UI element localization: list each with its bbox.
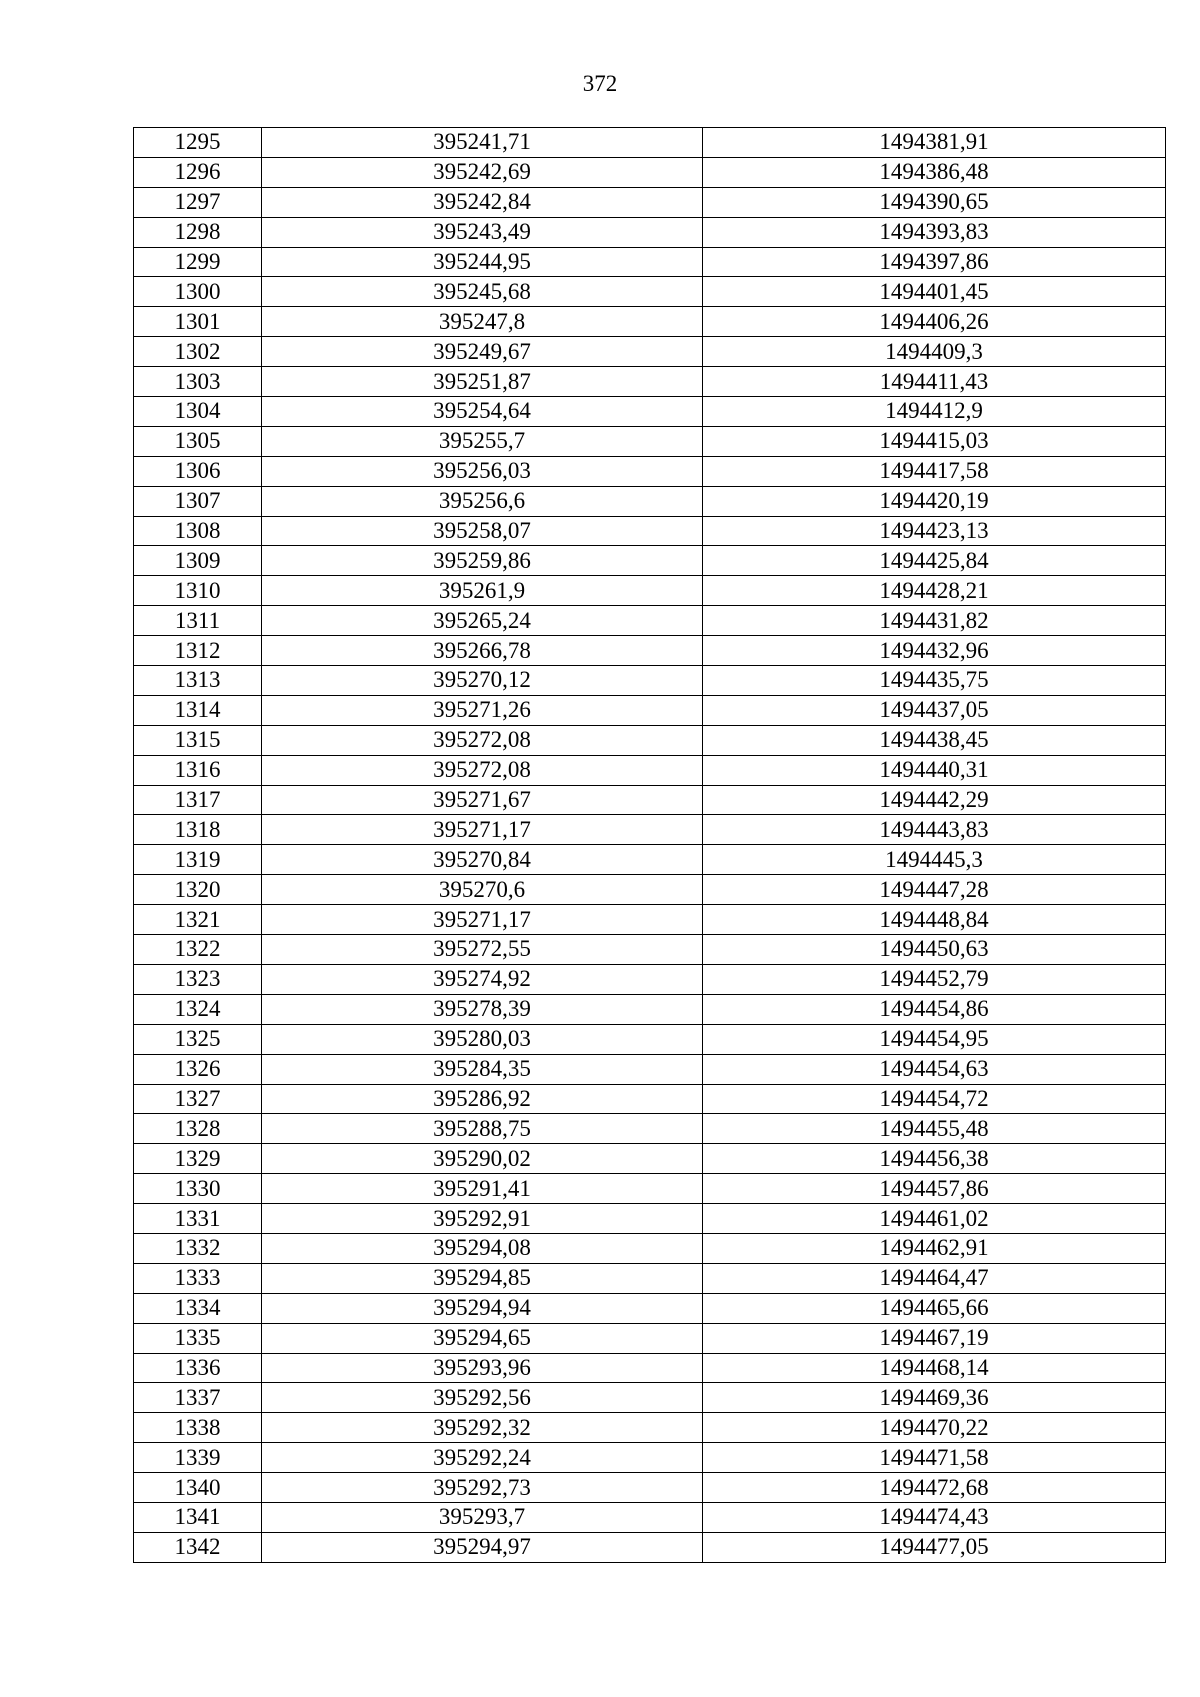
x-coordinate-cell: 395291,41 — [262, 1174, 703, 1204]
point-number-cell: 1298 — [134, 217, 262, 247]
y-coordinate-cell: 1494417,58 — [703, 456, 1166, 486]
y-coordinate-cell: 1494471,58 — [703, 1443, 1166, 1473]
y-coordinate-cell: 1494447,28 — [703, 875, 1166, 905]
y-coordinate-cell: 1494428,21 — [703, 576, 1166, 606]
x-coordinate-cell: 395294,97 — [262, 1532, 703, 1562]
table-row — [134, 606, 1166, 636]
y-coordinate-cell: 1494472,68 — [703, 1473, 1166, 1503]
y-coordinate-cell: 1494440,31 — [703, 755, 1166, 785]
point-number-cell: 1300 — [134, 277, 262, 307]
table-row — [134, 875, 1166, 905]
point-number-cell: 1326 — [134, 1054, 262, 1084]
y-coordinate-cell: 1494435,75 — [703, 666, 1166, 696]
x-coordinate-cell: 395249,67 — [262, 337, 703, 367]
page-number: 372 — [582, 71, 618, 96]
table-row — [134, 1204, 1166, 1234]
point-number-cell: 1336 — [134, 1353, 262, 1383]
point-number-cell: 1295 — [134, 128, 262, 158]
table-row — [134, 1323, 1166, 1353]
table-row — [134, 1084, 1166, 1114]
table-row — [134, 247, 1166, 277]
table-row — [134, 1413, 1166, 1443]
y-coordinate-cell: 1494468,14 — [703, 1353, 1166, 1383]
x-coordinate-cell: 395271,67 — [262, 785, 703, 815]
x-coordinate-cell: 395242,69 — [262, 157, 703, 187]
x-coordinate-cell: 395261,9 — [262, 576, 703, 606]
table-row — [134, 666, 1166, 696]
y-coordinate-cell: 1494461,02 — [703, 1204, 1166, 1234]
x-coordinate-cell: 395271,26 — [262, 695, 703, 725]
table-row — [134, 486, 1166, 516]
y-coordinate-cell: 1494420,19 — [703, 486, 1166, 516]
x-coordinate-cell: 395293,7 — [262, 1502, 703, 1532]
table-row — [134, 367, 1166, 397]
x-coordinate-cell: 395259,86 — [262, 546, 703, 576]
y-coordinate-cell: 1494474,43 — [703, 1502, 1166, 1532]
point-number-cell: 1310 — [134, 576, 262, 606]
table-row — [134, 1293, 1166, 1323]
point-number-cell: 1329 — [134, 1144, 262, 1174]
point-number-cell: 1321 — [134, 905, 262, 935]
y-coordinate-cell: 1494431,82 — [703, 606, 1166, 636]
point-number-cell: 1330 — [134, 1174, 262, 1204]
table-row — [134, 1114, 1166, 1144]
point-number-cell: 1325 — [134, 1024, 262, 1054]
point-number-cell: 1312 — [134, 636, 262, 666]
table-row — [134, 426, 1166, 456]
y-coordinate-cell: 1494454,86 — [703, 994, 1166, 1024]
table-row — [134, 1174, 1166, 1204]
x-coordinate-cell: 395254,64 — [262, 397, 703, 427]
y-coordinate-cell: 1494381,91 — [703, 128, 1166, 158]
table-row — [134, 1502, 1166, 1532]
y-coordinate-cell: 1494450,63 — [703, 935, 1166, 965]
y-coordinate-cell: 1494386,48 — [703, 157, 1166, 187]
coordinates-table-body — [134, 128, 1166, 1563]
x-coordinate-cell: 395266,78 — [262, 636, 703, 666]
point-number-cell: 1327 — [134, 1084, 262, 1114]
x-coordinate-cell: 395292,32 — [262, 1413, 703, 1443]
y-coordinate-cell: 1494409,3 — [703, 337, 1166, 367]
y-coordinate-cell: 1494443,83 — [703, 815, 1166, 845]
y-coordinate-cell: 1494442,29 — [703, 785, 1166, 815]
point-number-cell: 1338 — [134, 1413, 262, 1443]
y-coordinate-cell: 1494456,38 — [703, 1144, 1166, 1174]
y-coordinate-cell: 1494452,79 — [703, 964, 1166, 994]
x-coordinate-cell: 395270,6 — [262, 875, 703, 905]
point-number-cell: 1306 — [134, 456, 262, 486]
point-number-cell: 1314 — [134, 695, 262, 725]
x-coordinate-cell: 395247,8 — [262, 307, 703, 337]
point-number-cell: 1297 — [134, 187, 262, 217]
y-coordinate-cell: 1494411,43 — [703, 367, 1166, 397]
point-number-cell: 1304 — [134, 397, 262, 427]
x-coordinate-cell: 395256,03 — [262, 456, 703, 486]
coordinates-table — [133, 127, 1166, 1563]
point-number-cell: 1299 — [134, 247, 262, 277]
point-number-cell: 1339 — [134, 1443, 262, 1473]
point-number-cell: 1309 — [134, 546, 262, 576]
point-number-cell: 1305 — [134, 426, 262, 456]
x-coordinate-cell: 395274,92 — [262, 964, 703, 994]
x-coordinate-cell: 395272,55 — [262, 935, 703, 965]
y-coordinate-cell: 1494465,66 — [703, 1293, 1166, 1323]
x-coordinate-cell: 395270,12 — [262, 666, 703, 696]
point-number-cell: 1301 — [134, 307, 262, 337]
x-coordinate-cell: 395272,08 — [262, 755, 703, 785]
x-coordinate-cell: 395270,84 — [262, 845, 703, 875]
x-coordinate-cell: 395292,56 — [262, 1383, 703, 1413]
table-row — [134, 576, 1166, 606]
x-coordinate-cell: 395292,24 — [262, 1443, 703, 1473]
y-coordinate-cell: 1494454,72 — [703, 1084, 1166, 1114]
table-row — [134, 994, 1166, 1024]
y-coordinate-cell: 1494406,26 — [703, 307, 1166, 337]
x-coordinate-cell: 395294,85 — [262, 1263, 703, 1293]
y-coordinate-cell: 1494438,45 — [703, 725, 1166, 755]
table-row — [134, 1024, 1166, 1054]
x-coordinate-cell: 395241,71 — [262, 128, 703, 158]
point-number-cell: 1316 — [134, 755, 262, 785]
table-row — [134, 1532, 1166, 1562]
y-coordinate-cell: 1494454,95 — [703, 1024, 1166, 1054]
y-coordinate-cell: 1494457,86 — [703, 1174, 1166, 1204]
x-coordinate-cell: 395278,39 — [262, 994, 703, 1024]
y-coordinate-cell: 1494423,13 — [703, 516, 1166, 546]
table-row — [134, 1144, 1166, 1174]
y-coordinate-cell: 1494455,48 — [703, 1114, 1166, 1144]
table-row — [134, 905, 1166, 935]
y-coordinate-cell: 1494470,22 — [703, 1413, 1166, 1443]
x-coordinate-cell: 395258,07 — [262, 516, 703, 546]
x-coordinate-cell: 395255,7 — [262, 426, 703, 456]
table-row — [134, 815, 1166, 845]
y-coordinate-cell: 1494464,47 — [703, 1263, 1166, 1293]
x-coordinate-cell: 395265,24 — [262, 606, 703, 636]
x-coordinate-cell: 395245,68 — [262, 277, 703, 307]
y-coordinate-cell: 1494448,84 — [703, 905, 1166, 935]
y-coordinate-cell: 1494425,84 — [703, 546, 1166, 576]
point-number-cell: 1296 — [134, 157, 262, 187]
x-coordinate-cell: 395251,87 — [262, 367, 703, 397]
table-row — [134, 935, 1166, 965]
x-coordinate-cell: 395292,73 — [262, 1473, 703, 1503]
x-coordinate-cell: 395244,95 — [262, 247, 703, 277]
table-row — [134, 516, 1166, 546]
table-row — [134, 1263, 1166, 1293]
table-row — [134, 636, 1166, 666]
point-number-cell: 1320 — [134, 875, 262, 905]
table-row — [134, 1443, 1166, 1473]
point-number-cell: 1308 — [134, 516, 262, 546]
table-row — [134, 1353, 1166, 1383]
table-row — [134, 456, 1166, 486]
point-number-cell: 1324 — [134, 994, 262, 1024]
x-coordinate-cell: 395294,08 — [262, 1233, 703, 1263]
table-row — [134, 785, 1166, 815]
point-number-cell: 1340 — [134, 1473, 262, 1503]
x-coordinate-cell: 395271,17 — [262, 815, 703, 845]
y-coordinate-cell: 1494477,05 — [703, 1532, 1166, 1562]
point-number-cell: 1303 — [134, 367, 262, 397]
point-number-cell: 1302 — [134, 337, 262, 367]
x-coordinate-cell: 395256,6 — [262, 486, 703, 516]
point-number-cell: 1322 — [134, 935, 262, 965]
y-coordinate-cell: 1494432,96 — [703, 636, 1166, 666]
y-coordinate-cell: 1494467,19 — [703, 1323, 1166, 1353]
table-row — [134, 128, 1166, 158]
x-coordinate-cell: 395286,92 — [262, 1084, 703, 1114]
table-row — [134, 187, 1166, 217]
table-row — [134, 695, 1166, 725]
point-number-cell: 1331 — [134, 1204, 262, 1234]
x-coordinate-cell: 395272,08 — [262, 725, 703, 755]
x-coordinate-cell: 395284,35 — [262, 1054, 703, 1084]
y-coordinate-cell: 1494437,05 — [703, 695, 1166, 725]
point-number-cell: 1328 — [134, 1114, 262, 1144]
table-row — [134, 217, 1166, 247]
point-number-cell: 1313 — [134, 666, 262, 696]
table-row — [134, 1054, 1166, 1084]
table-row — [134, 1233, 1166, 1263]
table-row — [134, 755, 1166, 785]
point-number-cell: 1307 — [134, 486, 262, 516]
y-coordinate-cell: 1494401,45 — [703, 277, 1166, 307]
point-number-cell: 1333 — [134, 1263, 262, 1293]
x-coordinate-cell: 395243,49 — [262, 217, 703, 247]
point-number-cell: 1315 — [134, 725, 262, 755]
table-row — [134, 157, 1166, 187]
table-row — [134, 845, 1166, 875]
table-row — [134, 397, 1166, 427]
point-number-cell: 1342 — [134, 1532, 262, 1562]
x-coordinate-cell: 395242,84 — [262, 187, 703, 217]
y-coordinate-cell: 1494415,03 — [703, 426, 1166, 456]
x-coordinate-cell: 395294,94 — [262, 1293, 703, 1323]
y-coordinate-cell: 1494397,86 — [703, 247, 1166, 277]
point-number-cell: 1319 — [134, 845, 262, 875]
table-row — [134, 725, 1166, 755]
y-coordinate-cell: 1494393,83 — [703, 217, 1166, 247]
table-row — [134, 964, 1166, 994]
point-number-cell: 1332 — [134, 1233, 262, 1263]
x-coordinate-cell: 395271,17 — [262, 905, 703, 935]
x-coordinate-cell: 395288,75 — [262, 1114, 703, 1144]
x-coordinate-cell: 395280,03 — [262, 1024, 703, 1054]
x-coordinate-cell: 395290,02 — [262, 1144, 703, 1174]
y-coordinate-cell: 1494390,65 — [703, 187, 1166, 217]
y-coordinate-cell: 1494469,36 — [703, 1383, 1166, 1413]
y-coordinate-cell: 1494445,3 — [703, 845, 1166, 875]
point-number-cell: 1335 — [134, 1323, 262, 1353]
point-number-cell: 1318 — [134, 815, 262, 845]
point-number-cell: 1311 — [134, 606, 262, 636]
table-row — [134, 307, 1166, 337]
point-number-cell: 1323 — [134, 964, 262, 994]
table-row — [134, 1383, 1166, 1413]
point-number-cell: 1337 — [134, 1383, 262, 1413]
table-row — [134, 1473, 1166, 1503]
y-coordinate-cell: 1494412,9 — [703, 397, 1166, 427]
x-coordinate-cell: 395294,65 — [262, 1323, 703, 1353]
table-row — [134, 277, 1166, 307]
table-row — [134, 337, 1166, 367]
x-coordinate-cell: 395293,96 — [262, 1353, 703, 1383]
y-coordinate-cell: 1494454,63 — [703, 1054, 1166, 1084]
table-row — [134, 546, 1166, 576]
point-number-cell: 1317 — [134, 785, 262, 815]
y-coordinate-cell: 1494462,91 — [703, 1233, 1166, 1263]
point-number-cell: 1341 — [134, 1502, 262, 1532]
point-number-cell: 1334 — [134, 1293, 262, 1323]
x-coordinate-cell: 395292,91 — [262, 1204, 703, 1234]
